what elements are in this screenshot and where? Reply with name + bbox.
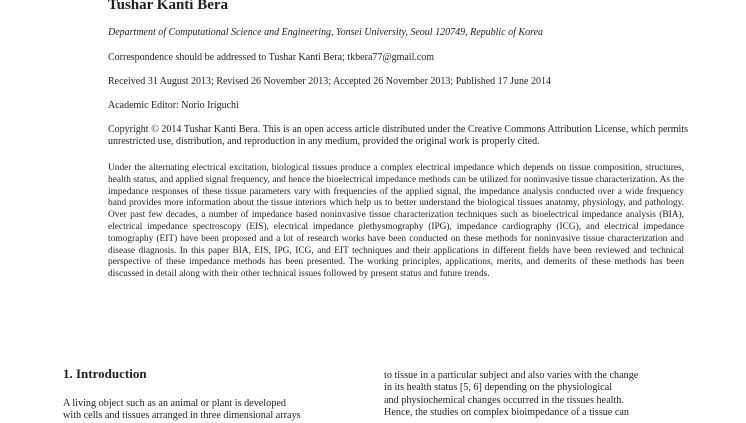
section-heading: 1. Introduction — [63, 366, 147, 381]
left-column — [63, 398, 363, 423]
body-line: with cells and tissues arranged in three dimensional arrays — [63, 410, 301, 422]
academic-editor: Academic Editor: Norio Iriguchi — [108, 100, 239, 111]
publication-dates: Received 31 August 2013; Revised 26 November 2013; Accepted 26 November 2013; Published 17 June 2014 — [108, 76, 551, 87]
body-line: A living object such as an animal or plant is developed — [63, 398, 286, 409]
body-line: in its health status [5, 6] depending on the physiological — [384, 382, 613, 394]
body-line: and physiochemical changes occurred in the tissues health. — [384, 394, 624, 406]
author-name: Tushar Kanti Bera — [108, 0, 229, 13]
correspondence: Correspondence should be addressed to Tushar Kanti Bera; tkbera77@gmail.com — [108, 52, 435, 63]
right-column — [384, 370, 684, 420]
body-line: to tissue in a particular subject and also varies with the change — [384, 370, 639, 381]
copyright-notice: Copyright © 2014 Tushar Kanti Bera. This is an open access article distributed under the Creative Commons Attribution License, which permits unrestricted use, distribution, and reproduction in any medium, provided the original work is properly cited. — [108, 124, 688, 147]
body-line: Hence, the studies on complex bioimpedance of a tissue can — [384, 407, 629, 419]
abstract: Under the alternating electrical excitation, biological tissues produce a complex electrical impedance which depends on tissue composition, structures, health status, and applied signal frequency, and hence the bioelectrical impedance methods can be utilized for noninvasive tissue characterization. As the impedance responses of these tissue parameters vary with frequencies of the applied signal, the impedance analysis conducted over a wide frequency band provides more information about the tissue interiors which help us to better understand the biological tissues anatomy, physiology, and pathology. Over past few decades, a number of impedance based noninvasive tissue characterization techniques such as bioelectrical impedance analysis (BIA), electrical impedance spectroscopy (EIS), electrical impedance plethysmography (IPG), impedance cardiography (ICG), and electrical impedance tomography (EIT) have been proposed and a lot of research works have been conducted on these methods for noninvasive tissue characterization and disease diagnosis. In this paper BIA, EIS, IPG, ICG, and EIT techniques and their applications in different fields have been reviewed and technical perspective of these impedance methods has been presented. The working principles, applications, merits, and demerits of these methods has been discussed in detail along with their other technical issues followed by present status and future trends. — [108, 163, 684, 280]
affiliation: Department of Computational Science and Engineering, Yonsei University, Seoul 120749, Republic of Korea — [108, 27, 544, 38]
